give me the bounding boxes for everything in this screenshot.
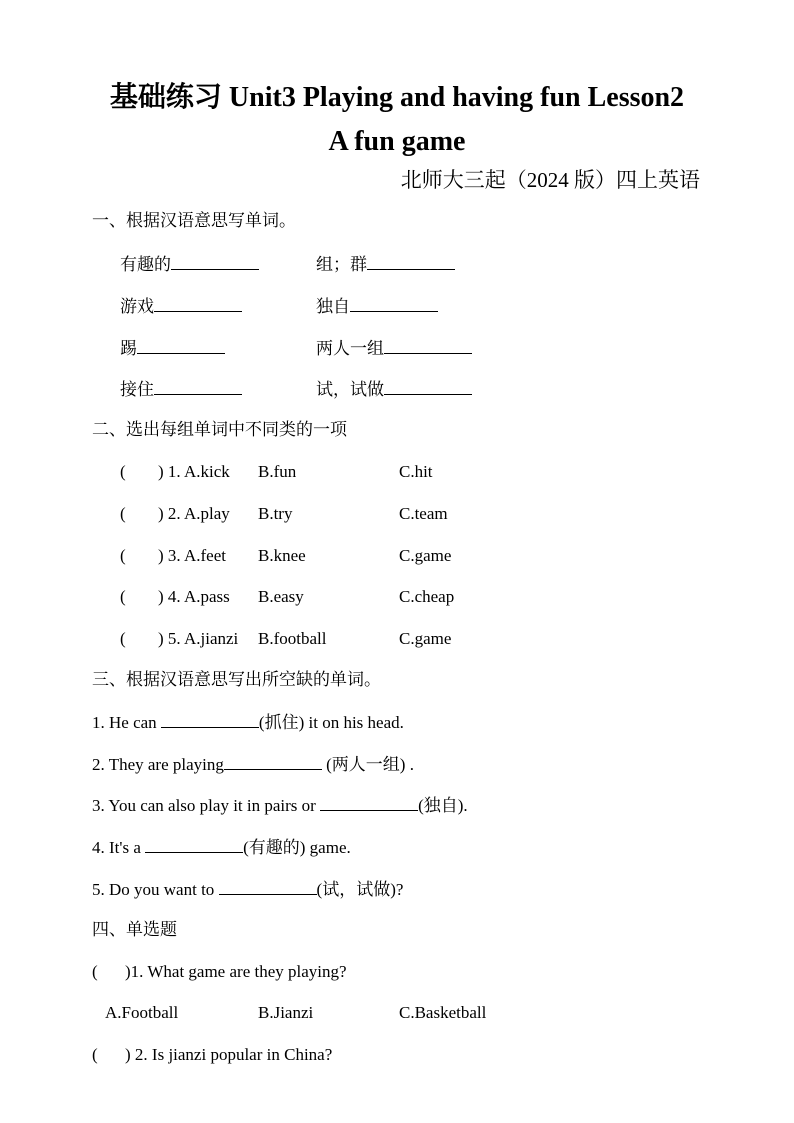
answer-blank[interactable]	[320, 794, 418, 811]
s2-item-5: ( ) 5. A.jianzi	[120, 629, 239, 648]
answer-blank[interactable]	[350, 295, 438, 312]
answer-blank[interactable]	[137, 337, 225, 354]
s2-item-3-b: B.knee	[258, 546, 306, 565]
s4-q1-option-b[interactable]: B.Jianzi	[258, 1003, 314, 1022]
answer-blank[interactable]	[171, 253, 259, 270]
section3-heading: 三、根据汉语意思写出所空缺的单词。	[92, 670, 381, 689]
answer-paren[interactable]: (	[120, 546, 126, 565]
s2-item-3-c: C.game	[399, 546, 452, 565]
s4-question-1: ( )1. What game are they playing?	[92, 962, 347, 981]
answer-paren[interactable]: (	[120, 629, 126, 648]
s2-item-4-c: C.cheap	[399, 587, 455, 606]
s1-item-4-right: 试，试做	[316, 378, 472, 401]
answer-paren[interactable]: (	[120, 504, 126, 523]
page-title-line2: A fun game	[328, 126, 466, 157]
s2-item-5-c: C.game	[399, 629, 452, 648]
s3-item-5: 5. Do you want to (试，试做)?	[92, 880, 404, 899]
page-subtitle: 北师大三起（2024 版）四上英语	[400, 168, 700, 192]
answer-blank[interactable]	[161, 711, 259, 728]
section2-heading: 二、选出每组单词中不同类的一项	[92, 420, 347, 439]
answer-blank[interactable]	[154, 295, 242, 312]
section4-heading: 四、单选题	[92, 920, 177, 939]
s3-item-2: 2. They are playing (两人一组) .	[92, 755, 414, 774]
answer-blank[interactable]	[384, 337, 472, 354]
s1-item-2-left: 游戏	[120, 295, 242, 318]
s2-item-2-b: B.try	[258, 504, 293, 523]
s2-item-2: ( ) 2. A.play	[120, 504, 230, 523]
s1-item-1-right: 组；群	[316, 253, 455, 276]
s2-item-3: ( ) 3. A.feet	[120, 546, 226, 565]
answer-blank[interactable]	[219, 878, 317, 895]
answer-paren[interactable]: (	[92, 1045, 98, 1064]
s4-question-2: ( ) 2. Is jianzi popular in China?	[92, 1045, 333, 1064]
s1-item-3-right: 两人一组	[316, 337, 472, 360]
s2-item-4: ( ) 4. A.pass	[120, 587, 230, 606]
s2-item-1: ( ) 1. A.kick	[120, 462, 230, 481]
s3-item-4: 4. It's a (有趣的) game.	[92, 838, 351, 857]
answer-paren[interactable]: (	[92, 962, 98, 981]
s4-q1-option-a[interactable]: A.Football	[105, 1003, 179, 1022]
s1-item-3-left: 踢	[120, 337, 225, 360]
answer-blank[interactable]	[367, 253, 455, 270]
s1-item-1-left: 有趣的	[120, 253, 259, 276]
s2-item-1-b: B.fun	[258, 462, 297, 481]
s4-q1-option-c[interactable]: C.Basketball	[399, 1003, 487, 1022]
s2-item-2-c: C.team	[399, 504, 448, 523]
answer-blank[interactable]	[145, 836, 243, 853]
page-title-line1: 基础练习 Unit3 Playing and having fun Lesson2	[109, 82, 685, 113]
answer-blank[interactable]	[384, 378, 472, 395]
s3-item-1: 1. He can (抓住) it on his head.	[92, 713, 404, 732]
s1-item-2-right: 独自	[316, 295, 438, 318]
s2-item-1-c: C.hit	[399, 462, 433, 481]
answer-blank[interactable]	[224, 753, 322, 770]
s1-item-4-left: 接住	[120, 378, 242, 401]
section1-heading: 一、根据汉语意思写单词。	[92, 211, 296, 230]
s2-item-4-b: B.easy	[258, 587, 304, 606]
s2-item-5-b: B.football	[258, 629, 327, 648]
answer-paren[interactable]: (	[120, 462, 126, 481]
answer-paren[interactable]: (	[120, 587, 126, 606]
s3-item-3: 3. You can also play it in pairs or (独自).	[92, 796, 468, 815]
answer-blank[interactable]	[154, 378, 242, 395]
